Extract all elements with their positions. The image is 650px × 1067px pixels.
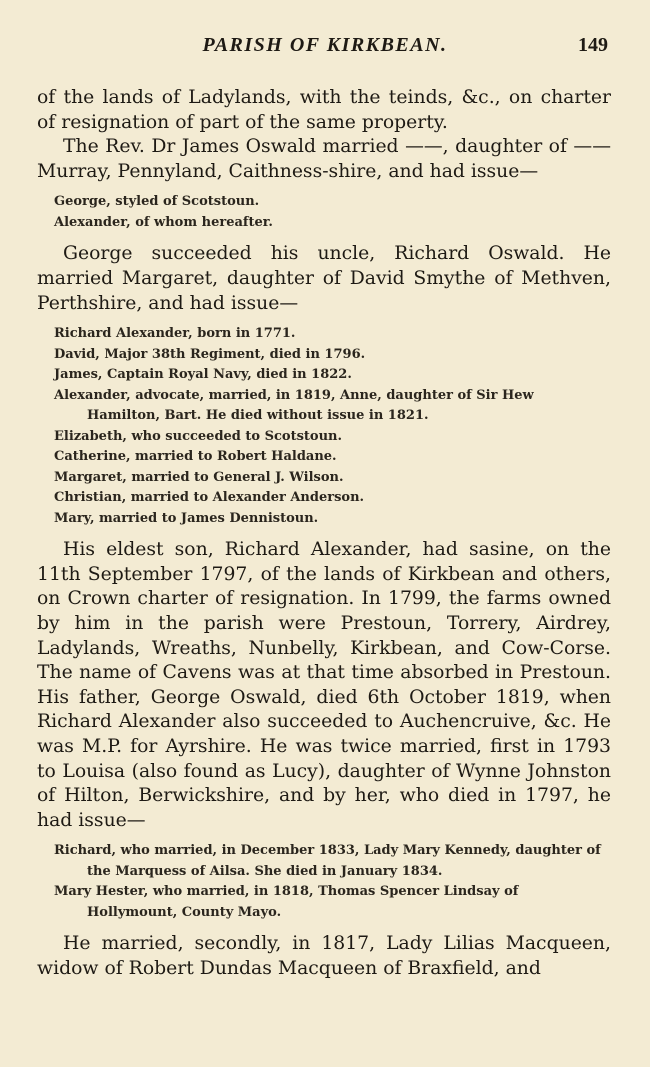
list-item: Catherine, married to Robert Haldane. — [54, 449, 337, 465]
list-item: Alexander, of whom hereafter. — [54, 214, 273, 230]
list-item: Alexander, advocate, married, in 1819, Anne, daughter of Sir Hew Hamilton, Bart. He died without issue in 1821. — [54, 387, 534, 424]
page-body — [37, 86, 611, 981]
page-header — [0, 34, 650, 64]
paragraph: He married, secondly, in 1817, Lady Lilias Macqueen, widow of Robert Dundas Macqueen of Braxfield, and — [37, 933, 611, 979]
issue-list — [54, 841, 611, 923]
list-item: David, Major 38th Regiment, died in 1796. — [54, 346, 366, 362]
list-item: Elizabeth, who succeeded to Scotstoun. — [54, 428, 343, 444]
list-item: James, Captain Royal Navy, died in 1822. — [54, 367, 352, 383]
list-item: Margaret, married to General J. Wilson. — [54, 469, 344, 485]
paragraph: of the lands of Ladylands, with the teinds, &c., on charter of resignation of part of the same property. — [37, 87, 611, 133]
issue-list — [54, 324, 611, 529]
page-number: 149 — [578, 34, 608, 56]
paragraph: His eldest son, Richard Alexander, had sasine, on the 11th September 1797, of the lands of Kirkbean and others, on Crown charter of resignation. In 1799, the farms owned by him in the parish were Prestoun, Torrery, Airdrey, Ladylands, Wreaths, Nunbelly, Kirkbean, and Cow-Corse. The name of Cavens was at that time absorbed in Prestoun. His father, George Oswald, died 6th October 1819, when Richard Alexander also succeeded to Auchencruive, &c. He was M.P. for Ayrshire. He was twice married, first in 1793 to Louisa (also found as Lucy), daughter of Wynne Johnston of Hilton, Berwickshire, and by her, who died in 1797, he had issue— — [37, 539, 611, 831]
paragraph: George succeeded his uncle, Richard Oswald. He married Margaret, daughter of David Smythe of Methven, Perthshire, and had issue— — [37, 243, 611, 314]
running-head: PARISH OF KIRKBEAN. — [202, 34, 448, 56]
paragraph: The Rev. Dr James Oswald married ——, daughter of —— Murray, Pennyland, Caithness-shire, and had issue— — [37, 136, 611, 182]
list-item: Mary, married to James Dennistoun. — [54, 510, 319, 526]
list-item: George, styled of Scotstoun. — [54, 194, 260, 210]
list-item: Christian, married to Alexander Anderson. — [54, 490, 365, 506]
list-item: Richard, who married, in December 1833, Lady Mary Kennedy, daughter of the Marquess of Ailsa. She died in January 1834. — [54, 843, 601, 879]
issue-list — [54, 192, 611, 233]
list-item: Mary Hester, who married, in 1818, Thomas Spencer Lindsay of Hollymount, County Mayo. — [54, 884, 519, 920]
list-item: Richard Alexander, born in 1771. — [54, 326, 296, 342]
